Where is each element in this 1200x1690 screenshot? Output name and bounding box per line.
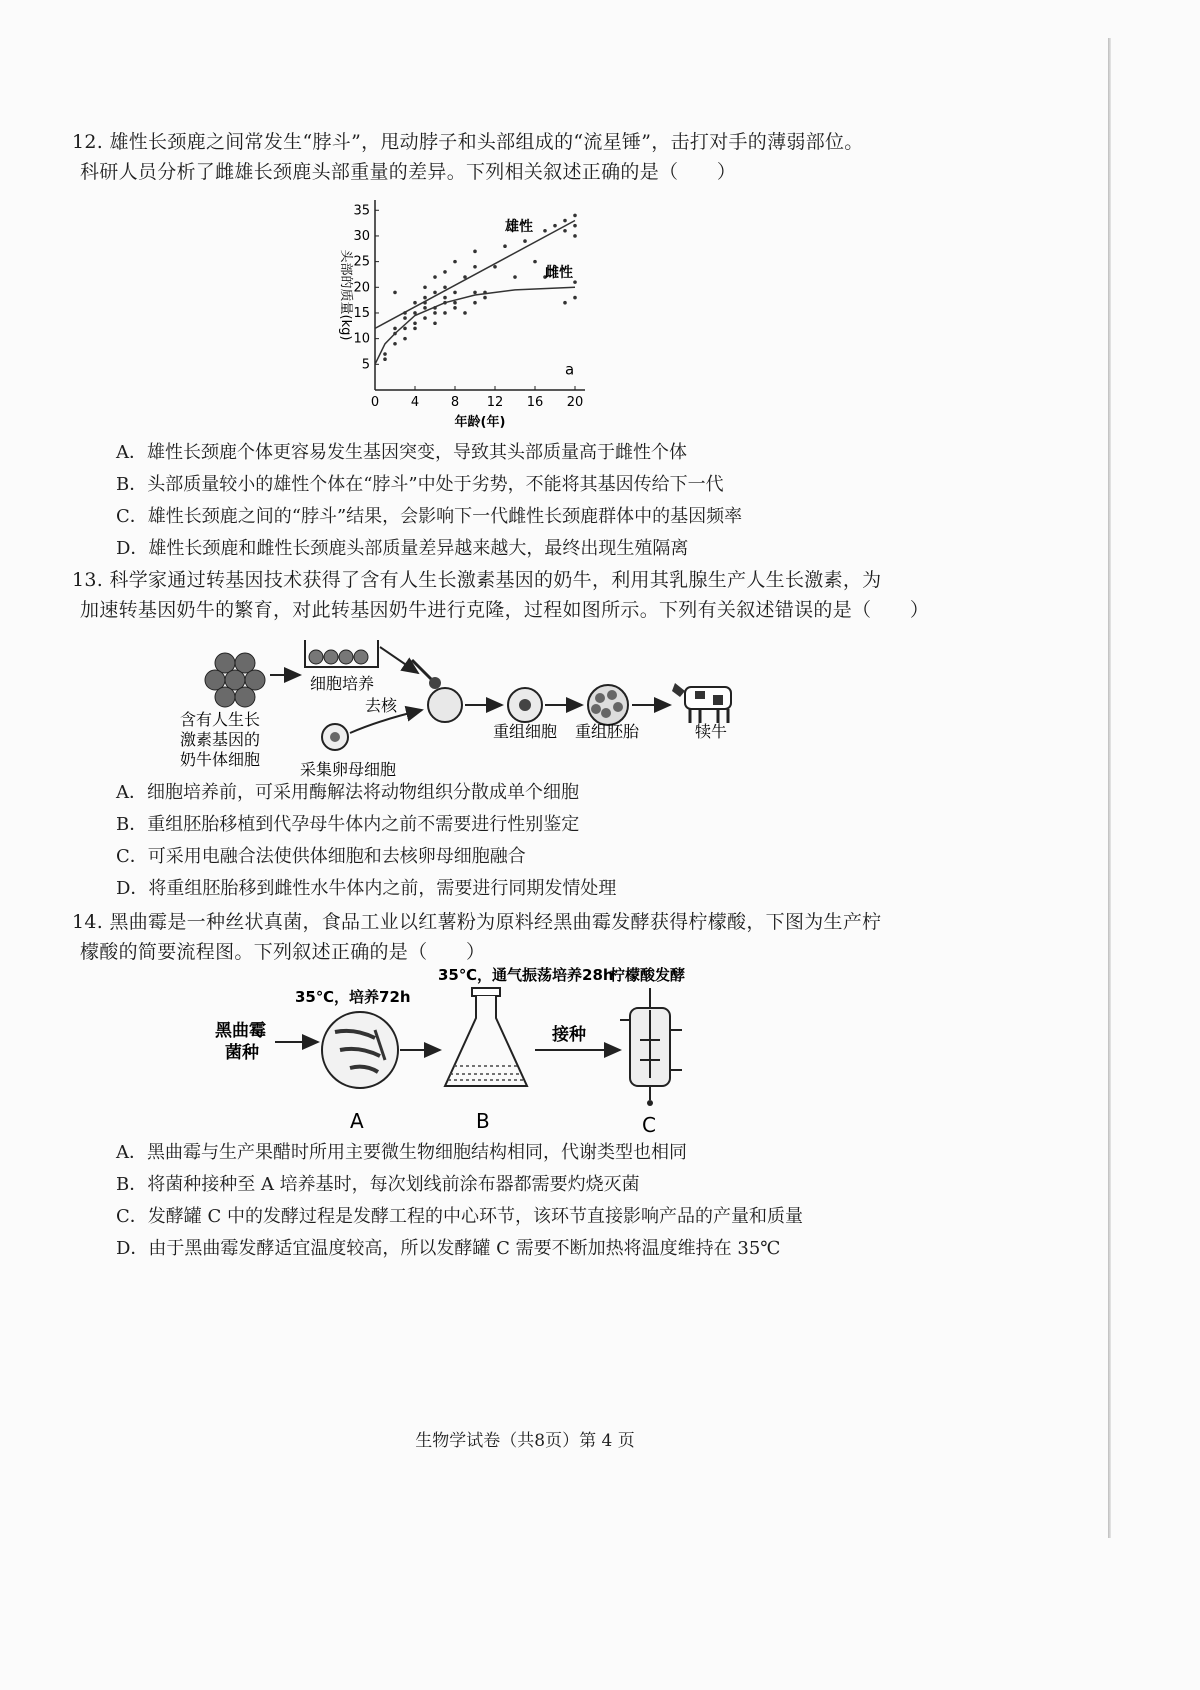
q13-option-a: A．细胞培养前，可采用酶解法将动物组织分散成单个细胞 [116,782,579,803]
somatic-label-2: 激素基因的 [180,730,261,749]
data-point [443,311,447,315]
data-point [473,301,477,305]
somatic-cell-cluster-icon [205,653,265,707]
y-tick-label: 15 [353,305,370,321]
y-tick-label: 5 [361,357,370,373]
q14-option-b: B．将菌种接种至 A 培养基时，每次划线前涂布器都需要灼烧灭菌 [116,1174,640,1195]
data-point [563,219,567,223]
data-point [443,285,447,289]
data-point [453,306,457,310]
q13-option-c: C．可采用电融合法使供体细胞和去核卵母细胞融合 [116,846,526,867]
calf-label: 犊牛 [695,722,728,741]
data-point [433,275,437,279]
data-point [573,214,577,218]
q14-option-c: C．发酵罐 C 中的发酵过程是发酵工程的中心环节，该环节直接影响产品的产量和质量 [116,1206,803,1227]
data-point [523,239,527,243]
data-point [433,311,437,315]
data-point [553,224,557,228]
micropipette-icon [412,660,441,689]
q12-option-b: B．头部质量较小的雄性个体在“脖斗”中处于劣势，不能将其基因传给下一代 [116,474,724,495]
q14-fermentation-diagram [200,960,760,1140]
data-point [423,285,427,289]
petri-dish-icon [322,1012,398,1088]
strain-label-2: 菌种 [225,1043,259,1063]
shake-flask-icon [445,988,527,1086]
x-tick-label: 16 [526,395,544,410]
x-tick-label: 4 [410,395,420,410]
data-point [423,306,427,310]
q12-stem-line2: 科研人员分析了雌雄长颈鹿头部重量的差异。下列相关叙述正确的是（ ） [80,161,737,183]
data-point [433,321,437,325]
inoculate-label: 接种 [552,1025,586,1045]
data-point [453,291,457,295]
culture-label: 细胞培养 [310,674,375,693]
data-point [383,352,387,356]
series-label-female: 雌性 [545,265,573,282]
q14-option-d: D．由于黑曲霉发酵适宜温度较高，所以发酵罐 C 需要不断加热将温度维持在 35℃ [116,1238,781,1259]
x-tick-label: 12 [486,395,504,410]
fermenter-tank-icon [620,988,682,1106]
x-tick-label: 0 [370,395,380,410]
data-point [433,291,437,295]
data-point [453,260,457,264]
data-point [463,275,467,279]
data-point [413,311,417,315]
somatic-label-1: 含有人生长 [180,710,261,729]
data-point [563,229,567,233]
series-label-male: 雄性 [505,218,533,235]
trend-line-female [375,287,575,364]
q12-option-a: A．雄性长颈鹿个体更容易发生基因突变，导致其头部质量高于雌性个体 [116,442,687,463]
data-point [393,291,397,295]
data-point [563,301,567,305]
q12-option-d: D．雄性长颈鹿和雌性长颈鹿头部质量差异越来越大，最终出现生殖隔离 [116,538,689,559]
label-b: B [476,1109,490,1133]
q13-option-b: B．重组胚胎移植到代孕母牛体内之前不需要进行性别鉴定 [116,814,580,835]
y-tick-label: 25 [353,254,370,270]
y-tick-label: 20 [353,280,370,296]
q12-stem-line1: 12. 雄性长颈鹿之间常发生“脖斗”，甩动脖子和头部组成的“流星锤”，击打对手的薄弱部位。 [72,131,864,153]
q14-stem-line1: 14. 黑曲霉是一种丝状真菌，食品工业以红薯粉为原料经黑曲霉发酵获得柠檬酸，下图为生产柠 [72,911,882,933]
recombined-cell-label: 重组细胞 [493,722,558,741]
data-point [473,250,477,254]
page-footer: 生物学试卷（共8页）第 4 页 [415,1431,635,1451]
q14-stem-line2: 檬酸的简要流程图。下列叙述正确的是（ ） [80,941,486,963]
data-point [423,296,427,300]
data-point [463,311,467,315]
data-point [423,316,427,320]
x-tick-label: 8 [450,395,460,410]
data-point [413,321,417,325]
data-point [383,357,387,361]
oocyte-label: 采集卵母细胞 [300,760,397,779]
q13-option-d: D．将重组胚胎移到雌性水牛体内之前，需要进行同期发情处理 [116,878,617,899]
data-point [573,296,577,300]
fused-cell-icon [428,688,462,722]
data-point [493,265,497,269]
somatic-label-3: 奶牛体细胞 [180,750,261,769]
y-tick-label: 35 [353,203,370,219]
strain-label-1: 黑曲霉 [215,1021,266,1041]
data-point [393,327,397,331]
data-point [433,306,437,310]
q14-option-a: A．黑曲霉与生产果醋时所用主要微生物细胞结构相同，代谢类型也相同 [116,1142,687,1163]
step-b-label: 35℃，通气振荡培养28h [438,966,614,984]
data-point [473,265,477,269]
data-point [543,229,547,233]
calf-icon [672,683,731,723]
q12-scatter-chart [330,190,620,440]
label-a: A [350,1109,364,1133]
data-point [403,311,407,315]
data-point [403,327,407,331]
label-c: C [642,1113,656,1137]
data-point [443,270,447,274]
data-point [413,327,417,331]
page-edge [1108,38,1111,1538]
data-point [453,301,457,305]
data-point [573,280,577,284]
data-point [513,275,517,279]
data-point [503,244,507,248]
embryo-icon [588,685,628,725]
step-a-label: 35℃，培养72h [295,988,411,1006]
enucleate-label: 去核 [365,696,398,715]
q12-option-c: C．雄性长颈鹿之间的“脖斗”结果，会影响下一代雌性长颈鹿群体中的基因频率 [116,506,743,527]
data-point [423,301,427,305]
q13-stem-line1: 13. 科学家通过转基因技术获得了含有人生长激素基因的奶牛，利用其乳腺生产人生长激素，为 [72,569,882,591]
data-point [533,260,537,264]
step-c-label: 柠檬酸发酵 [610,966,686,984]
data-point [403,316,407,320]
culture-dish-icon [305,640,378,667]
data-point [413,301,417,305]
data-point [573,224,577,228]
data-point [403,337,407,341]
data-point [473,291,477,295]
y-axis-label: 头部的质量(kg) [338,249,353,341]
data-point [443,296,447,300]
y-tick-label: 30 [353,228,370,244]
data-point [393,342,397,346]
x-axis-label: 年龄(年) [454,415,506,430]
data-point [573,234,577,238]
panel-label: a [565,360,575,379]
q13-stem-line2: 加速转基因奶牛的繁育，对此转基因奶牛进行克隆，过程如图所示。下列有关叙述错误的是（ ） [80,599,930,621]
data-point [483,296,487,300]
q13-cloning-diagram [150,625,770,785]
x-tick-label: 20 [566,395,584,410]
y-tick-label: 10 [353,331,370,347]
recombined-embryo-label: 重组胚胎 [575,722,640,741]
oocyte-nucleus-icon [330,732,340,742]
